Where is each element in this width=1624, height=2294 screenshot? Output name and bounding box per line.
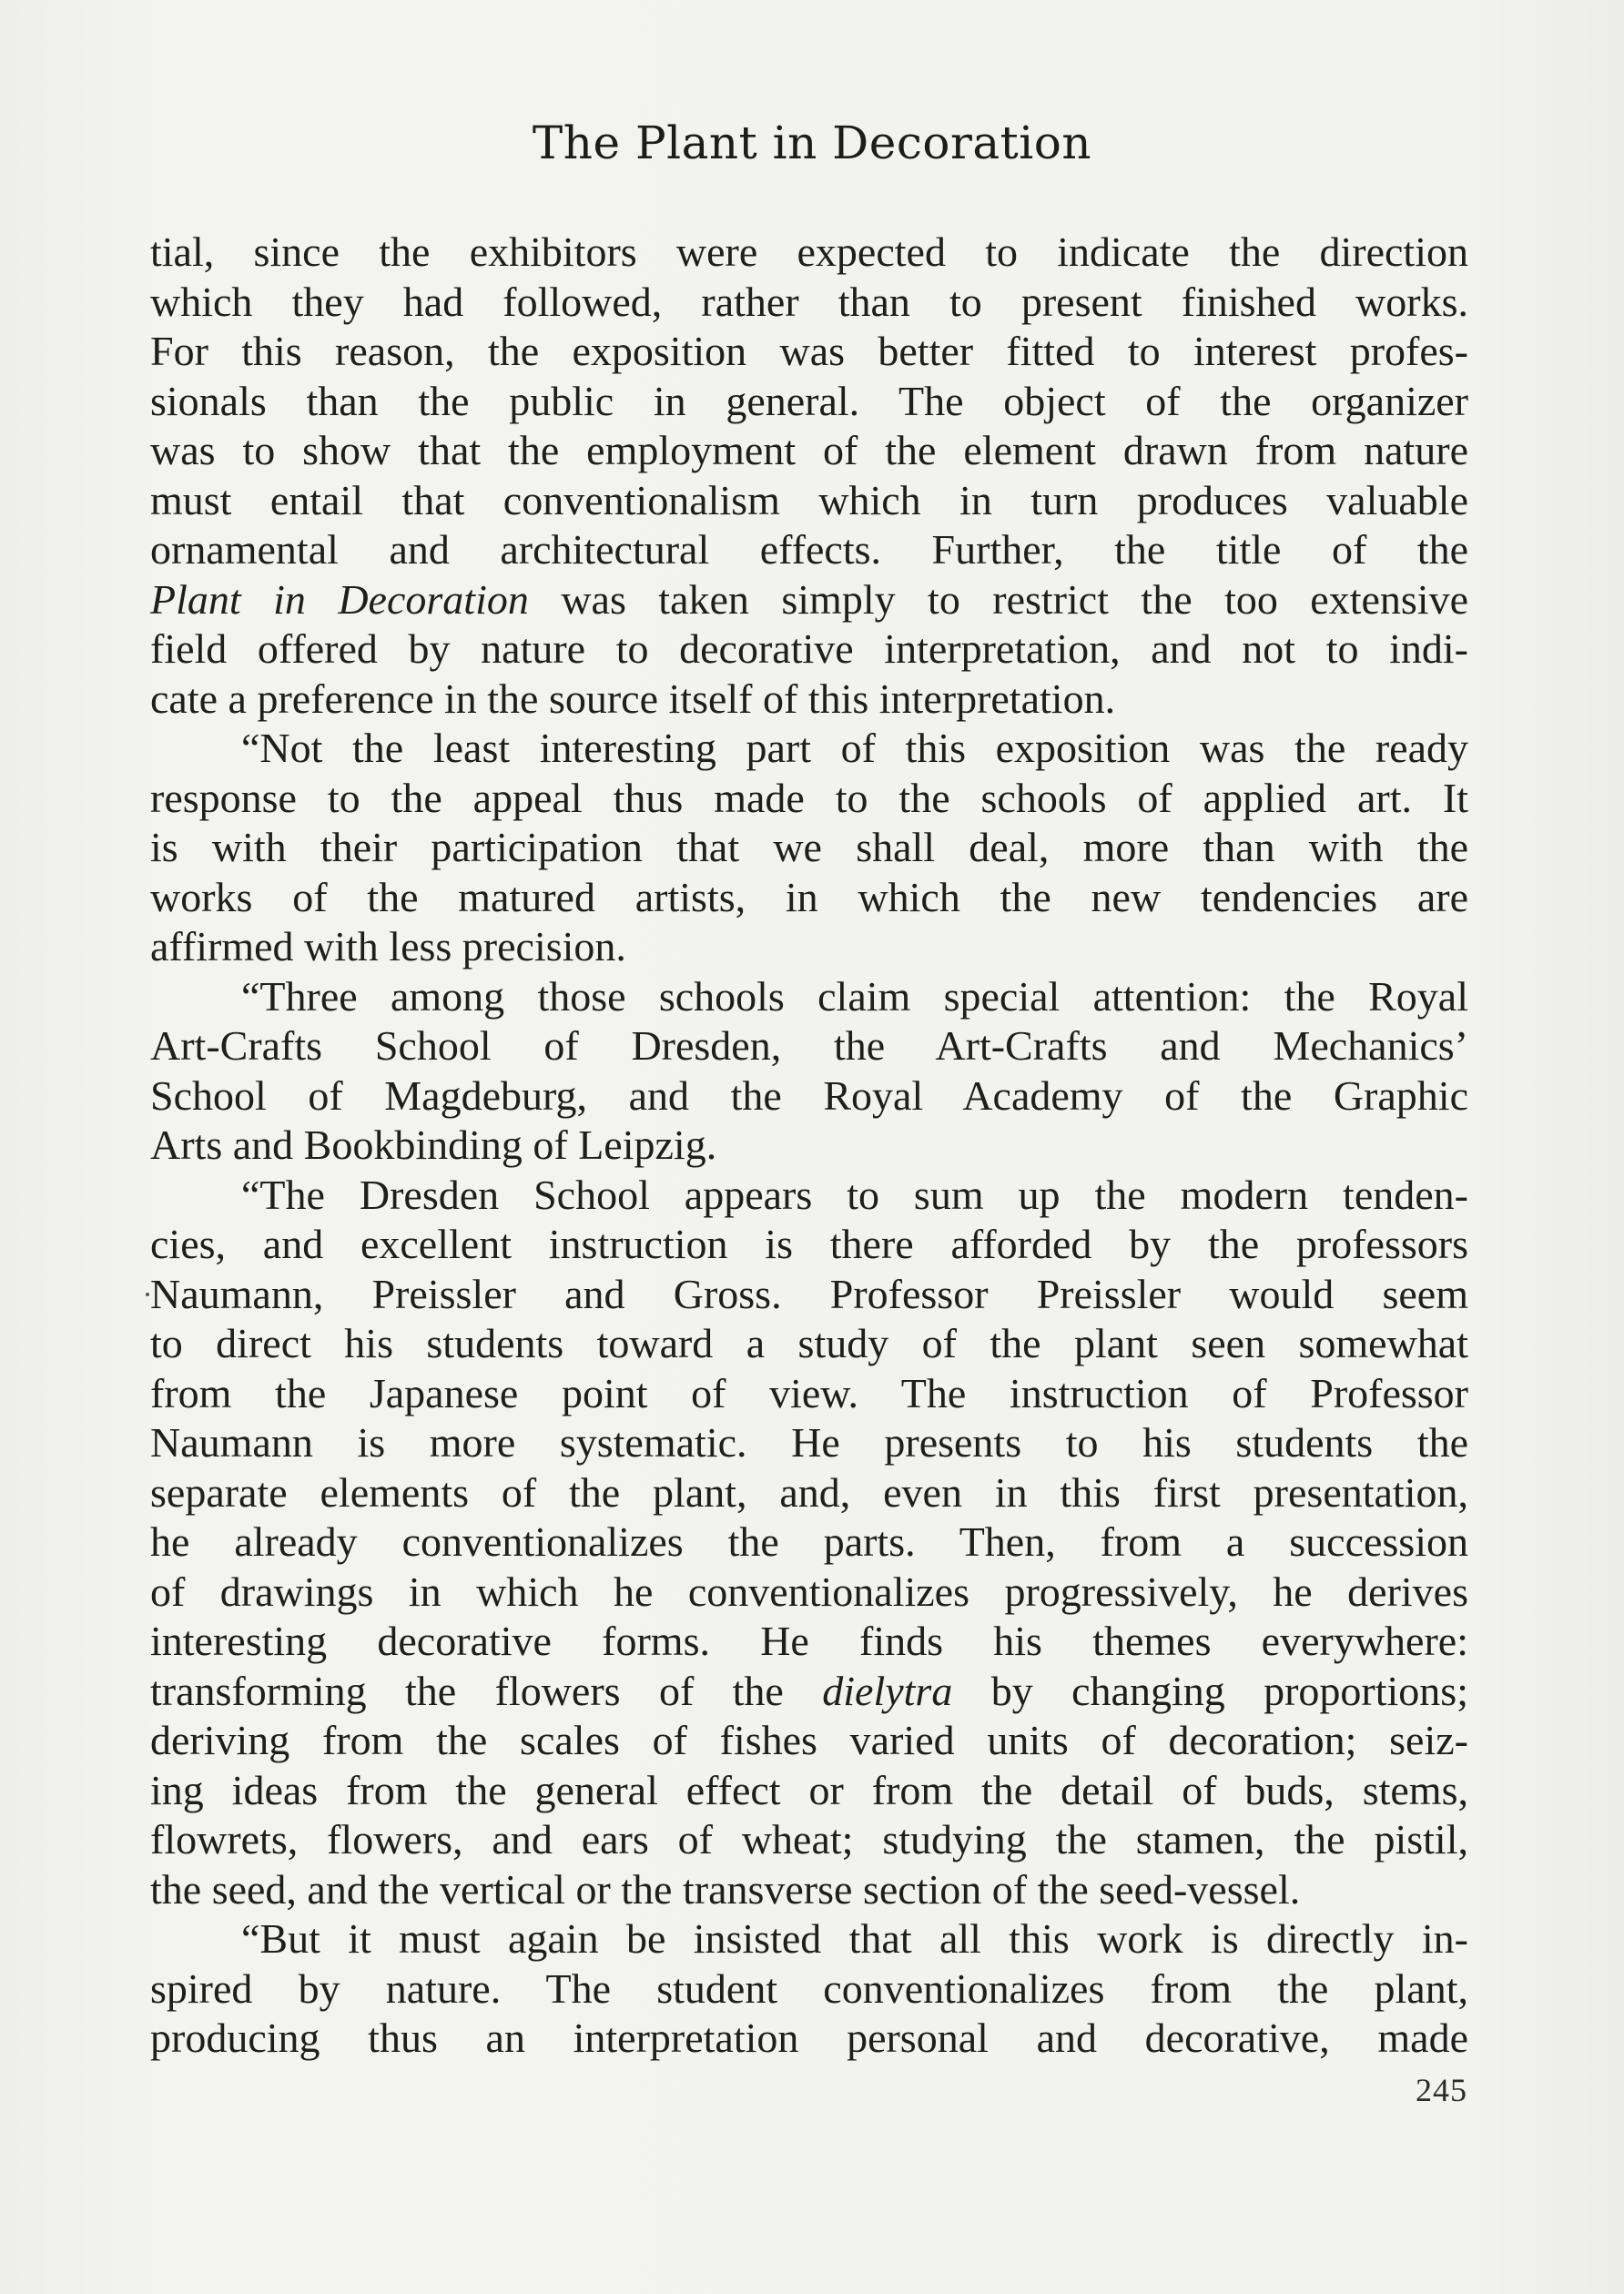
page-number: 245 bbox=[1416, 2072, 1467, 2108]
running-head-title: The Plant in Decoration bbox=[532, 117, 1092, 169]
text-line: tial, since the exhibitors were expected to indicate the direction bbox=[150, 228, 1468, 275]
text-line: ing ideas from the general effect or from the detail of buds, stems, bbox=[150, 1766, 1468, 1813]
text-line: spired by nature. The student conventionalizes from the plant, bbox=[150, 1964, 1468, 2012]
text-line: For this reason, the exposition was better fitted to interest profes- bbox=[150, 328, 1468, 374]
text-line: Naumann is more systematic. He presents to his students the bbox=[150, 1419, 1468, 1466]
text-line: cies, and excellent instruction is there afforded by the professors bbox=[150, 1221, 1468, 1267]
text-line: is with their participation that we shall deal, more than with the bbox=[150, 824, 1468, 870]
text-line: works of the matured artists, in which the new tendencies are bbox=[150, 873, 1468, 920]
text-line: from the Japanese point of view. The instruction of Professor bbox=[150, 1369, 1468, 1416]
text-line: cate a preference in the source itself of this interpretation. bbox=[150, 675, 1116, 722]
margin-speck bbox=[146, 1293, 149, 1296]
text-line: School of Magdeburg, and the Royal Academy of the Graphic bbox=[150, 1071, 1468, 1119]
text-line: deriving from the scales of fishes varied units of decoration; seiz- bbox=[150, 1717, 1468, 1763]
italic-title: Plant in Decoration bbox=[150, 575, 529, 623]
paragraph-first-line: “The Dresden School appears to sum up the modern tenden- bbox=[241, 1171, 1468, 1218]
italic-word: dielytra bbox=[822, 1667, 953, 1714]
text-line: ornamental and architectural effects. Further, the title of the bbox=[150, 526, 1468, 573]
text-line-start: transforming the flowers of the bbox=[150, 1667, 784, 1714]
paragraph-first-line: “But it must again be insisted that all this work is directly in- bbox=[241, 1915, 1468, 1962]
paragraph-first-line: “Not the least interesting part of this exposition was the ready bbox=[241, 725, 1468, 771]
text-line: Arts and Bookbinding of Leipzig. bbox=[150, 1122, 717, 1168]
text-line-with-italic-title bbox=[150, 575, 1468, 625]
text-line: affirmed with less precision. bbox=[150, 923, 626, 969]
text-line: separate elements of the plant, and, even in this first presentation, bbox=[150, 1468, 1468, 1516]
text-line: field offered by nature to decorative interpretation, and not to indi- bbox=[150, 625, 1468, 672]
text-line: must entail that conventionalism which in turn produces valuable bbox=[150, 476, 1468, 523]
paragraph-first-line: “Three among those schools claim special attention: the Royal bbox=[241, 972, 1468, 1020]
text-line: producing thus an interpretation personal and decorative, made bbox=[150, 2015, 1468, 2061]
text-line: sionals than the public in general. The object of the organizer bbox=[150, 377, 1468, 424]
text-line: response to the appeal thus made to the schools of applied art. It bbox=[150, 774, 1468, 821]
text-line: he already conventionalizes the parts. Then, from a succession bbox=[150, 1518, 1468, 1565]
text-line: was to show that the employment of the element drawn from nature bbox=[150, 427, 1468, 473]
text-line-rest: was taken simply to restrict the too extensive bbox=[561, 575, 1469, 623]
text-line: of drawings in which he conventionalizes progressively, he derives bbox=[150, 1568, 1468, 1615]
text-line: to direct his students toward a study of the plant seen somewhat bbox=[150, 1320, 1468, 1366]
text-line: which they had followed, rather than to present finished works. bbox=[150, 278, 1468, 325]
body-text bbox=[150, 228, 1468, 2064]
text-line: interesting decorative forms. He finds his themes everywhere: bbox=[150, 1618, 1468, 1664]
text-line: Naumann, Preissler and Gross. Professor Preissler would seem bbox=[150, 1270, 1468, 1317]
text-line-rest: by changing proportions; bbox=[990, 1667, 1468, 1714]
text-line: flowrets, flowers, and ears of wheat; studying the stamen, the pistil, bbox=[150, 1816, 1468, 1863]
text-line-with-italic-word bbox=[150, 1667, 1468, 1717]
text-line: Art-Crafts School of Dresden, the Art-Crafts and Mechanics’ bbox=[150, 1022, 1468, 1069]
text-line: the seed, and the vertical or the transverse section of the seed-vessel. bbox=[150, 1865, 1301, 1913]
